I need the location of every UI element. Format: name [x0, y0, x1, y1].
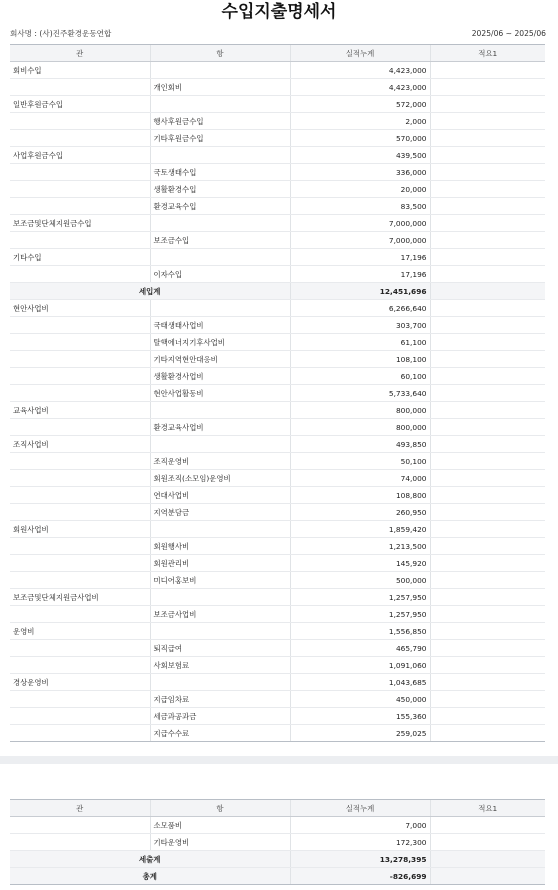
hang-cell	[150, 436, 290, 453]
hang-cell	[150, 215, 290, 232]
amount-cell: 1,556,850	[290, 623, 430, 640]
kwan-cell	[10, 385, 150, 402]
note-cell	[430, 181, 545, 198]
hang-cell: 현안사업활동비	[150, 385, 290, 402]
column-header-note: 적요1	[430, 800, 545, 817]
note-cell	[430, 198, 545, 215]
page-break	[0, 756, 558, 764]
kwan-cell	[10, 538, 150, 555]
total-row	[10, 283, 545, 300]
amount-cell: 1,213,500	[290, 538, 430, 555]
amount-cell: 7,000	[290, 817, 430, 834]
note-cell	[430, 147, 545, 164]
hang-cell	[150, 589, 290, 606]
total-label: 세출계	[10, 851, 290, 868]
kwan-cell	[10, 470, 150, 487]
note-cell	[430, 113, 545, 130]
kwan-cell	[10, 817, 150, 834]
amount-cell: 172,300	[290, 834, 430, 851]
note-cell	[430, 368, 545, 385]
table-row	[10, 817, 545, 834]
kwan-cell	[10, 232, 150, 249]
amount-cell: 465,790	[290, 640, 430, 657]
note-cell	[430, 215, 545, 232]
note-cell	[430, 504, 545, 521]
note-cell	[430, 674, 545, 691]
document-meta	[10, 28, 546, 40]
table-row	[10, 249, 545, 266]
table-row	[10, 181, 545, 198]
amount-cell: -826,699	[290, 868, 430, 885]
amount-cell: 572,000	[290, 96, 430, 113]
note-cell	[430, 708, 545, 725]
hang-cell: 생활환경사업비	[150, 368, 290, 385]
table-row	[10, 130, 545, 147]
note-cell	[430, 691, 545, 708]
kwan-cell: 사업후원금수입	[10, 147, 150, 164]
column-header-kwan: 관	[10, 45, 150, 62]
table-row	[10, 79, 545, 96]
amount-cell: 336,000	[290, 164, 430, 181]
hang-cell: 회원행사비	[150, 538, 290, 555]
table-row	[10, 691, 545, 708]
hang-cell: 보조금사업비	[150, 606, 290, 623]
note-cell	[430, 334, 545, 351]
amount-cell: 108,800	[290, 487, 430, 504]
table-row	[10, 572, 545, 589]
amount-cell: 800,000	[290, 419, 430, 436]
hang-cell: 연대사업비	[150, 487, 290, 504]
hang-cell: 회원관리비	[150, 555, 290, 572]
table-row	[10, 657, 545, 674]
amount-cell: 20,000	[290, 181, 430, 198]
note-cell	[430, 555, 545, 572]
amount-cell: 74,000	[290, 470, 430, 487]
table-row	[10, 113, 545, 130]
note-cell	[430, 589, 545, 606]
note-cell	[430, 657, 545, 674]
table-row	[10, 674, 545, 691]
hang-cell: 보조금수입	[150, 232, 290, 249]
total-label: 총계	[10, 868, 290, 885]
kwan-cell	[10, 834, 150, 851]
total-label: 세입계	[10, 283, 290, 300]
hang-cell: 지역분담금	[150, 504, 290, 521]
note-cell	[430, 453, 545, 470]
table-row	[10, 317, 545, 334]
kwan-cell	[10, 351, 150, 368]
hang-cell: 미디어홍보비	[150, 572, 290, 589]
table-row	[10, 453, 545, 470]
amount-cell: 1,091,060	[290, 657, 430, 674]
table-row	[10, 436, 545, 453]
note-cell	[430, 572, 545, 589]
note-cell	[430, 300, 545, 317]
amount-cell: 13,278,395	[290, 851, 430, 868]
amount-cell: 7,000,000	[290, 232, 430, 249]
amount-cell: 50,100	[290, 453, 430, 470]
table-header-row	[10, 800, 545, 817]
amount-cell: 1,257,950	[290, 606, 430, 623]
kwan-cell	[10, 504, 150, 521]
hang-cell: 환경교육수입	[150, 198, 290, 215]
kwan-cell	[10, 266, 150, 283]
hang-cell	[150, 300, 290, 317]
hang-cell	[150, 96, 290, 113]
amount-cell: 303,700	[290, 317, 430, 334]
note-cell	[430, 232, 545, 249]
table-row	[10, 385, 545, 402]
kwan-cell: 교육사업비	[10, 402, 150, 419]
amount-cell: 260,950	[290, 504, 430, 521]
hang-cell: 퇴직급여	[150, 640, 290, 657]
amount-cell: 450,000	[290, 691, 430, 708]
hang-cell: 기타후원금수입	[150, 130, 290, 147]
kwan-cell: 조직사업비	[10, 436, 150, 453]
table-row	[10, 623, 545, 640]
kwan-cell	[10, 640, 150, 657]
table-row	[10, 164, 545, 181]
table-row	[10, 725, 545, 742]
hang-cell: 지급임차료	[150, 691, 290, 708]
amount-cell: 500,000	[290, 572, 430, 589]
hang-cell: 환경교육사업비	[150, 419, 290, 436]
kwan-cell	[10, 130, 150, 147]
hang-cell: 개인회비	[150, 79, 290, 96]
table-row	[10, 589, 545, 606]
kwan-cell: 보조금및단체지원금수입	[10, 215, 150, 232]
kwan-cell: 현안사업비	[10, 300, 150, 317]
table-row	[10, 147, 545, 164]
kwan-cell	[10, 453, 150, 470]
table-row	[10, 640, 545, 657]
table-row	[10, 198, 545, 215]
note-cell	[430, 851, 545, 868]
kwan-cell	[10, 487, 150, 504]
hang-cell: 행사후원금수입	[150, 113, 290, 130]
statement-table-page-1	[10, 44, 545, 742]
hang-cell: 생활환경수입	[150, 181, 290, 198]
table-row	[10, 368, 545, 385]
table-row	[10, 538, 545, 555]
note-cell	[430, 96, 545, 113]
kwan-cell	[10, 181, 150, 198]
hang-cell: 국토생태수입	[150, 164, 290, 181]
hang-cell: 회원조직(소모임)운영비	[150, 470, 290, 487]
kwan-cell	[10, 79, 150, 96]
kwan-cell	[10, 164, 150, 181]
note-cell	[430, 164, 545, 181]
table-row	[10, 300, 545, 317]
amount-cell: 7,000,000	[290, 215, 430, 232]
kwan-cell	[10, 708, 150, 725]
amount-cell: 800,000	[290, 402, 430, 419]
hang-cell	[150, 249, 290, 266]
note-cell	[430, 385, 545, 402]
amount-cell: 4,423,000	[290, 62, 430, 79]
note-cell	[430, 62, 545, 79]
table-header-row	[10, 45, 545, 62]
note-cell	[430, 317, 545, 334]
table-row	[10, 504, 545, 521]
table-row	[10, 708, 545, 725]
kwan-cell: 운영비	[10, 623, 150, 640]
table-row	[10, 96, 545, 113]
table-row	[10, 62, 545, 79]
hang-cell: 국태생태사업비	[150, 317, 290, 334]
hang-cell	[150, 623, 290, 640]
hang-cell	[150, 62, 290, 79]
hang-cell: 조직운영비	[150, 453, 290, 470]
amount-cell: 5,733,640	[290, 385, 430, 402]
table-row	[10, 555, 545, 572]
hang-cell: 기타지역현안대응비	[150, 351, 290, 368]
kwan-cell	[10, 606, 150, 623]
hang-cell: 소모품비	[150, 817, 290, 834]
hang-cell	[150, 674, 290, 691]
hang-cell: 세금과공과금	[150, 708, 290, 725]
note-cell	[430, 436, 545, 453]
kwan-cell	[10, 657, 150, 674]
kwan-cell: 회비수입	[10, 62, 150, 79]
note-cell	[430, 868, 545, 885]
total-row	[10, 868, 545, 885]
total-row	[10, 851, 545, 868]
kwan-cell	[10, 555, 150, 572]
table-row	[10, 606, 545, 623]
table-row	[10, 215, 545, 232]
amount-cell: 1,859,420	[290, 521, 430, 538]
kwan-cell: 기타수입	[10, 249, 150, 266]
amount-cell: 1,043,685	[290, 674, 430, 691]
hang-cell: 탈핵에너지기후사업비	[150, 334, 290, 351]
column-header-amount: 실적누계	[290, 45, 430, 62]
table-body	[10, 62, 545, 742]
table-row	[10, 351, 545, 368]
note-cell	[430, 130, 545, 147]
kwan-cell	[10, 368, 150, 385]
note-cell	[430, 402, 545, 419]
hang-cell: 지급수수료	[150, 725, 290, 742]
note-cell	[430, 538, 545, 555]
kwan-cell	[10, 334, 150, 351]
note-cell	[430, 283, 545, 300]
statement-table-page-2	[10, 799, 545, 885]
amount-cell: 2,000	[290, 113, 430, 130]
note-cell	[430, 623, 545, 640]
kwan-cell	[10, 113, 150, 130]
note-cell	[430, 606, 545, 623]
amount-cell: 493,850	[290, 436, 430, 453]
table-row	[10, 266, 545, 283]
note-cell	[430, 834, 545, 851]
column-header-hang: 항	[150, 45, 290, 62]
kwan-cell: 보조금및단체지원금사업비	[10, 589, 150, 606]
hang-cell	[150, 402, 290, 419]
kwan-cell	[10, 419, 150, 436]
table-row	[10, 402, 545, 419]
column-header-kwan: 관	[10, 800, 150, 817]
amount-cell: 60,100	[290, 368, 430, 385]
table-row	[10, 419, 545, 436]
amount-cell: 145,920	[290, 555, 430, 572]
amount-cell: 17,196	[290, 249, 430, 266]
note-cell	[430, 640, 545, 657]
note-cell	[430, 521, 545, 538]
kwan-cell	[10, 198, 150, 215]
table-row	[10, 834, 545, 851]
note-cell	[430, 487, 545, 504]
note-cell	[430, 266, 545, 283]
amount-cell: 6,266,640	[290, 300, 430, 317]
hang-cell: 기타운영비	[150, 834, 290, 851]
column-header-hang: 항	[150, 800, 290, 817]
kwan-cell	[10, 691, 150, 708]
amount-cell: 108,100	[290, 351, 430, 368]
note-cell	[430, 79, 545, 96]
amount-cell: 1,257,950	[290, 589, 430, 606]
note-cell	[430, 419, 545, 436]
column-header-amount: 실적누계	[290, 800, 430, 817]
kwan-cell: 일반후원금수입	[10, 96, 150, 113]
table-row	[10, 470, 545, 487]
amount-cell: 570,000	[290, 130, 430, 147]
hang-cell: 이자수입	[150, 266, 290, 283]
kwan-cell: 회원사업비	[10, 521, 150, 538]
note-cell	[430, 470, 545, 487]
table-row	[10, 334, 545, 351]
kwan-cell	[10, 572, 150, 589]
column-header-note: 적요1	[430, 45, 545, 62]
kwan-cell: 경상운영비	[10, 674, 150, 691]
table-row	[10, 232, 545, 249]
report-period: 2025/06 ~ 2025/06	[471, 29, 546, 38]
note-cell	[430, 351, 545, 368]
amount-cell: 61,100	[290, 334, 430, 351]
document-title: 수입지출명세서	[221, 2, 337, 22]
amount-cell: 4,423,000	[290, 79, 430, 96]
amount-cell: 439,500	[290, 147, 430, 164]
table-row	[10, 487, 545, 504]
table-body	[10, 817, 545, 885]
amount-cell: 259,025	[290, 725, 430, 742]
amount-cell: 17,196	[290, 266, 430, 283]
amount-cell: 83,500	[290, 198, 430, 215]
table-row	[10, 521, 545, 538]
note-cell	[430, 249, 545, 266]
amount-cell: 12,451,696	[290, 283, 430, 300]
kwan-cell	[10, 317, 150, 334]
amount-cell: 155,360	[290, 708, 430, 725]
kwan-cell	[10, 725, 150, 742]
hang-cell: 사회보험료	[150, 657, 290, 674]
hang-cell	[150, 147, 290, 164]
note-cell	[430, 817, 545, 834]
company-name: 회사명 : (사)진주환경운동연합	[10, 29, 112, 38]
note-cell	[430, 725, 545, 742]
hang-cell	[150, 521, 290, 538]
